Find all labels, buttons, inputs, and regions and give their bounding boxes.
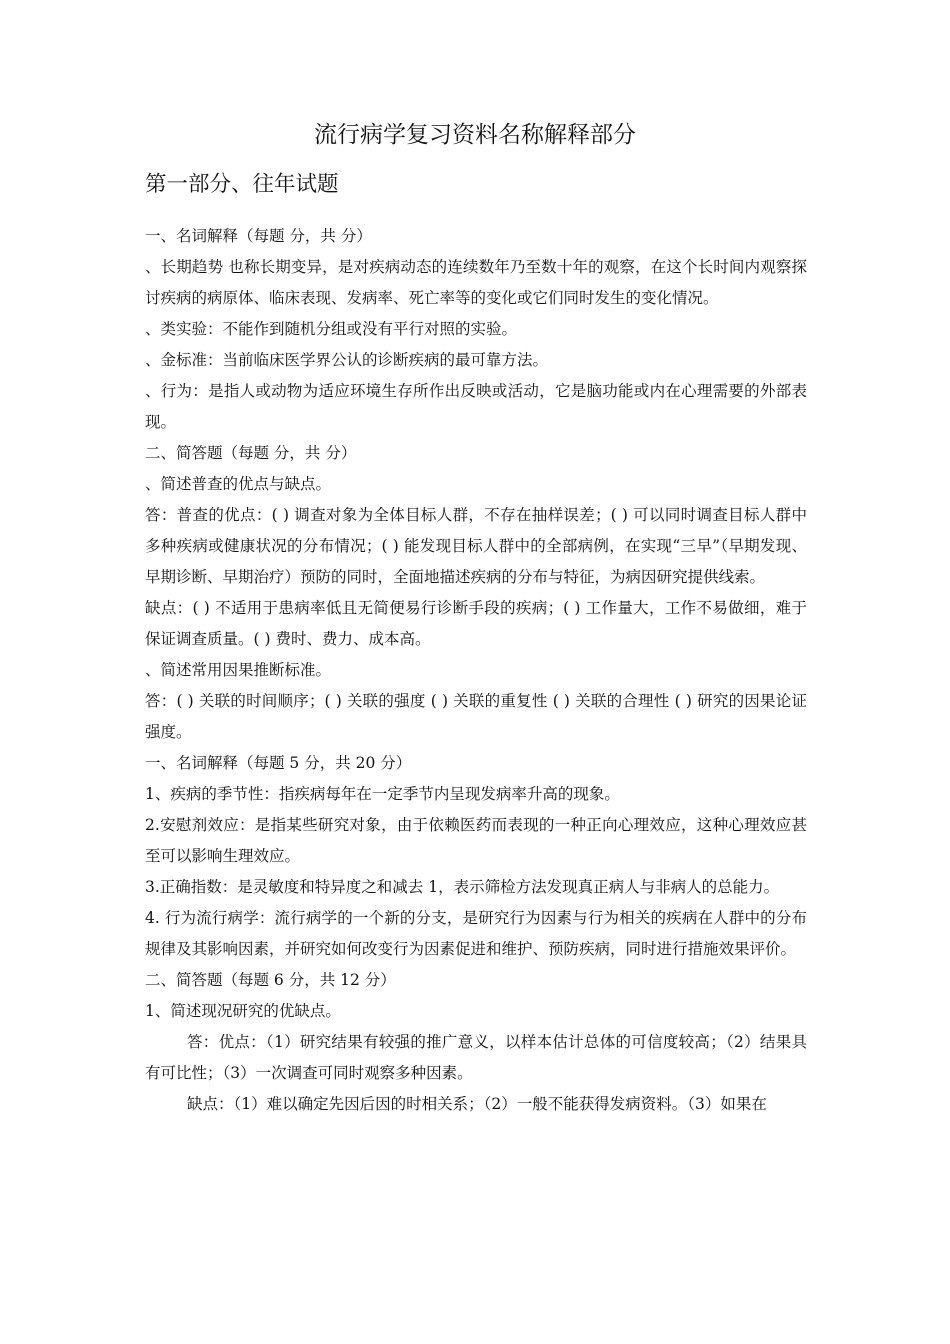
answer-cross-sectional-advantages: 答：优点：（1）研究结果有较强的推广意义，以样本估计总体的可信度较高；（2）结果具有可比性；（3）一次调查可同时观察多种因素。	[145, 1033, 807, 1082]
answer-census-disadvantages: 缺点：( ) 不适用于患病率低且无简便易行诊断手段的疾病；( ) 工作量大，工作不易做细，难于保证调查质量。( ) 费时、费力、成本高。	[145, 599, 807, 648]
section-heading-short-answer-2: 二、简答题（每题 6 分，共 12 分）	[145, 971, 396, 989]
answer-cross-sectional-disadvantages: 缺点：（1）难以确定先因后因的时相关系；（2）一般不能获得发病资料。（3）如果在	[187, 1095, 767, 1113]
term-long-term-trend: 、长期趋势 也称长期变异，是对疾病动态的连续数年乃至数十年的观察，在这个长时间内观察探讨疾病的病原体、临床表现、发病率、死亡率等的变化或它们同时发生的变化情况。	[145, 258, 807, 307]
document-body	[145, 221, 807, 1120]
answer-census-advantages: 答：普查的优点：( ) 调查对象为全体目标人群，不存在抽样误差；( ) 可以同时调查目标人群中多种疾病或健康状况的分布情况；( ) 能发现目标人群中的全部病例，在实现“三早”（早期发现、早期诊断、早期治疗）预防的同时，全面地描述疾病的分布与特征，为病因研究提供线索。	[145, 506, 807, 586]
term-placebo-effect: 2.安慰剂效应：是指某些研究对象，由于依赖医药而表现的一种正向心理效应，这种心理效应甚至可以影响生理效应。	[145, 816, 807, 865]
question-causal-inference: 、简述常用因果推断标准。	[145, 661, 332, 679]
term-youden-index: 3.正确指数：是灵敏度和特异度之和减去 1，表示筛检方法发现真正病人与非病人的总能力。	[145, 878, 780, 896]
section-heading-terms-2: 一、名词解释（每题 5 分，共 20 分）	[145, 754, 412, 772]
term-seasonality: 1、疾病的季节性：指疾病每年在一定季节内呈现发病率升高的现象。	[145, 785, 620, 803]
term-behavior: 、行为：是指人或动物为适应环境生存所作出反映或活动，它是脑功能或内在心理需要的外部表现。	[145, 382, 807, 431]
answer-causal-inference: 答：( ) 关联的时间顺序；( ) 关联的强度 ( ) 关联的重复性 ( ) 关联的合理性 ( ) 研究的因果论证强度。	[145, 692, 807, 741]
term-behavioral-epidemiology: 4. 行为流行病学：流行病学的一个新的分支，是研究行为因素与行为相关的疾病在人群中的分布规律及其影响因素，并研究如何改变行为因素促进和维护、预防疾病，同时进行措施效果评价。	[145, 909, 807, 958]
document-title: 流行病学复习资料名称解释部分	[314, 122, 636, 148]
section-heading-short-answer: 二、简答题（每题 分，共 分）	[145, 444, 357, 462]
section-heading-terms: 一、名词解释（每题 分，共 分）	[145, 227, 372, 245]
question-census: 、简述普查的优点与缺点。	[145, 475, 332, 493]
question-cross-sectional: 1、简述现况研究的优缺点。	[145, 1002, 341, 1020]
term-quasi-experiment: 、类实验：不能作到随机分组或没有平行对照的实验。	[145, 320, 518, 338]
part-heading: 第一部分、往年试题	[145, 172, 339, 197]
term-gold-standard: 、金标准：当前临床医学界公认的诊断疾病的最可靠方法。	[145, 351, 549, 369]
